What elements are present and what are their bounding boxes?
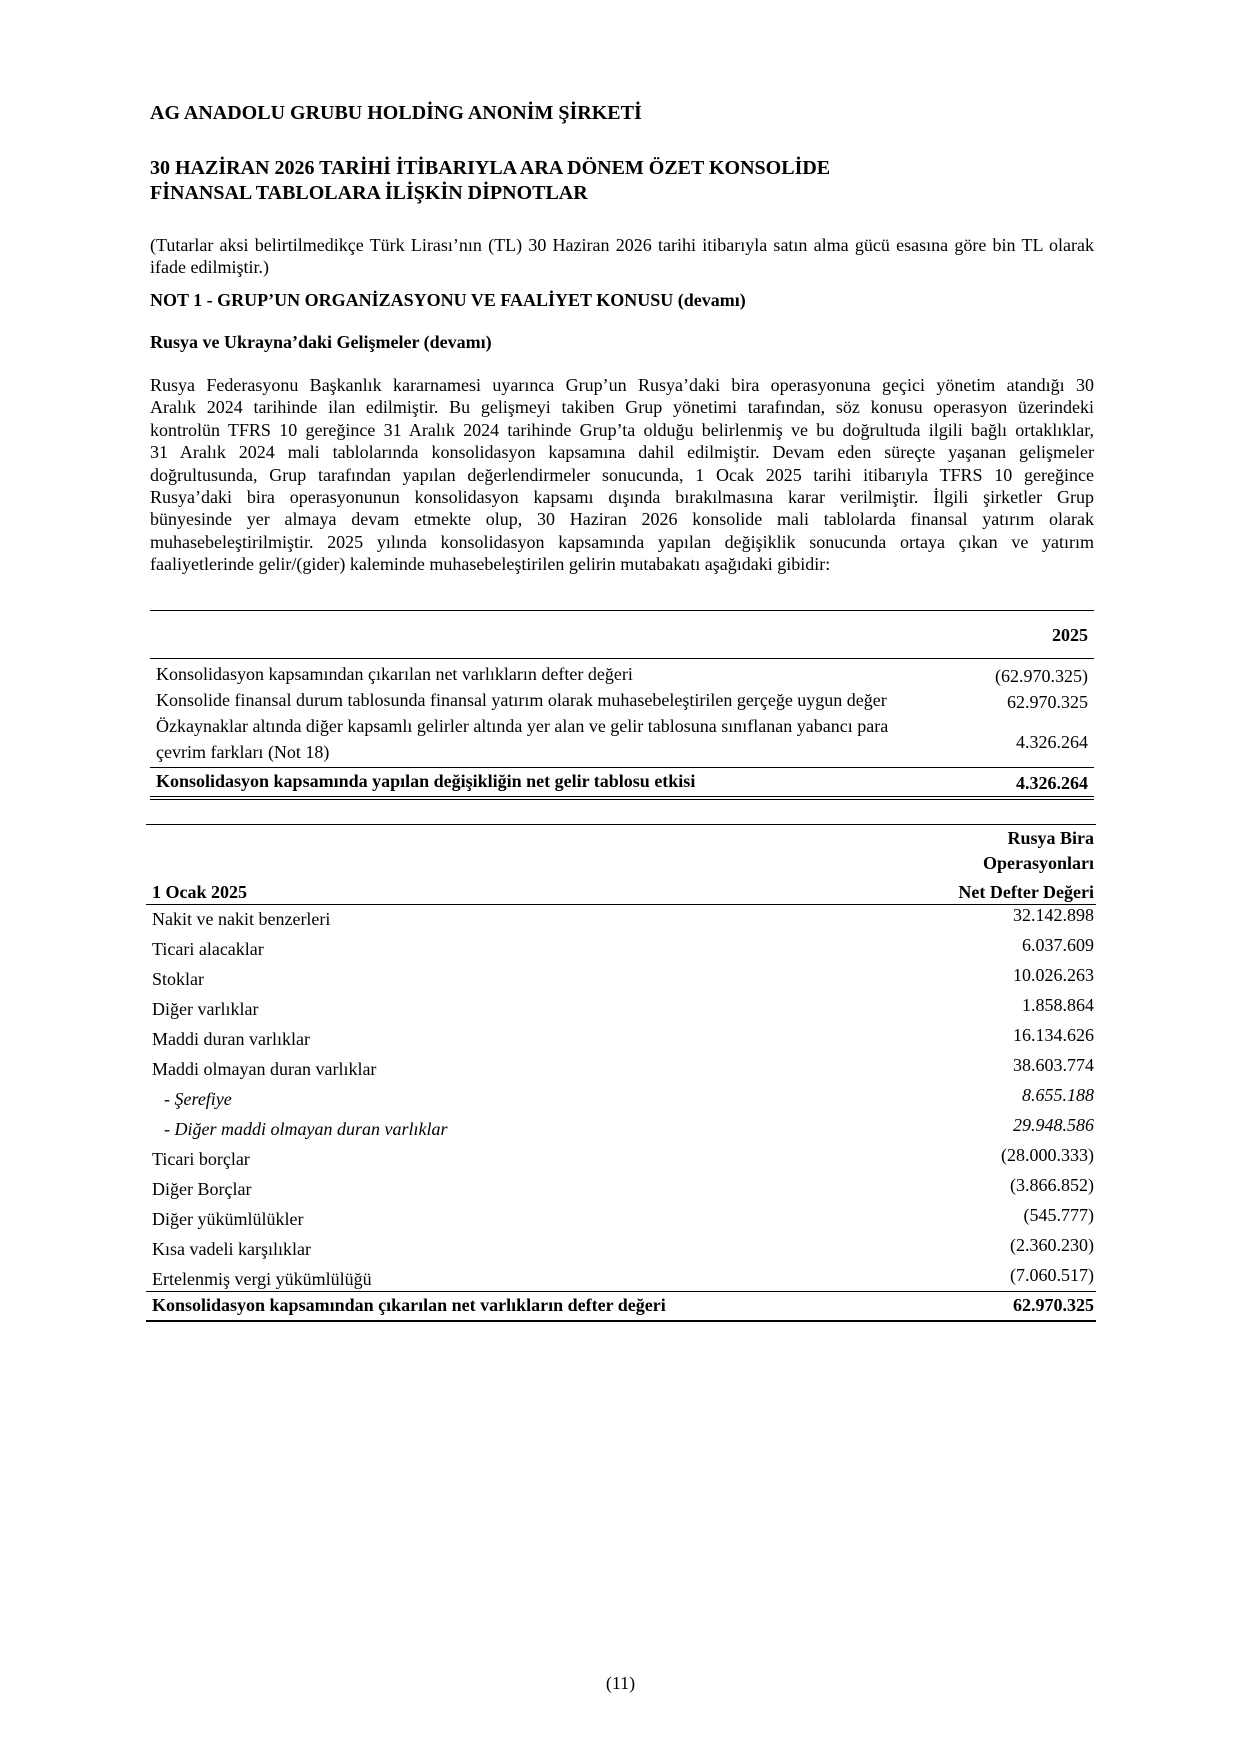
table-row-label: çevrim farkları (Not 18) xyxy=(156,742,330,762)
total-label: Konsolidasyon kapsamında yapılan değişikliğin net gelir tablosu etkisi xyxy=(156,771,696,791)
table-row-label: Ticari borçlar xyxy=(152,1149,250,1169)
table-row-value: 32.142.898 xyxy=(1013,905,1094,925)
total-rule xyxy=(146,1291,1096,1292)
table-row-label: Ertelenmiş vergi yükümlülüğü xyxy=(152,1269,372,1289)
table-row-label: Ticari alacaklar xyxy=(152,939,264,959)
table-row-label: Kısa vadeli karşılıklar xyxy=(152,1239,311,1259)
title-line-2: FİNANSAL TABLOLARA İLİŞKİN DİPNOTLAR xyxy=(150,182,588,204)
column-header-line-3: Net Defter Değeri xyxy=(958,882,1094,902)
total-label: Konsolidasyon kapsamından çıkarılan net varlıkların defter değeri xyxy=(152,1295,666,1315)
table-top-rule xyxy=(150,610,1094,611)
table-row-value: 16.134.626 xyxy=(1013,1025,1094,1045)
table-row-value: 1.858.864 xyxy=(1022,995,1094,1015)
body-paragraph xyxy=(150,374,1094,576)
table-row-value: (545.777) xyxy=(1023,1205,1094,1225)
table-row-label: Maddi duran varlıklar xyxy=(152,1029,310,1049)
table-row-label: Maddi olmayan duran varlıklar xyxy=(152,1059,377,1079)
paragraph-line: kontrolün TFRS 10 gereğince 31 Aralık 2024 tarihinde Grup’ta olduğu belirlenmiş ve bu doğrultuda ilgili bağlı ortaklıklar, xyxy=(150,419,1094,440)
title-line-1: 30 HAZİRAN 2026 TARİHİ İTİBARIYLA ARA DÖNEM ÖZET KONSOLİDE xyxy=(150,157,831,179)
table-row-label: Diğer varlıklar xyxy=(152,999,259,1019)
paragraph-line: Rusya’daki bira operasyonunun konsolidasyon kapsamı dışında bırakılmasına karar verilmiştir. İlgili şirketler Grup xyxy=(150,487,1094,508)
table-top-rule xyxy=(146,824,1096,825)
bottom-rule xyxy=(146,1320,1096,1322)
paragraph-line: faaliyetlerinde gelir/(gider) kaleminde muhasebeleştirilen gelirin mutabakatı aşağıdaki gibidir: xyxy=(150,554,831,575)
table-row-label: Konsolidasyon kapsamından çıkarılan net varlıkların defter değeri xyxy=(156,664,633,684)
table-row-value: (2.360.230) xyxy=(1010,1235,1094,1255)
table-row-value: 10.026.263 xyxy=(1013,965,1094,985)
double-rule-1 xyxy=(150,796,1094,797)
column-header-line-1: Rusya Bira xyxy=(1007,828,1094,848)
double-rule-2 xyxy=(150,799,1094,800)
total-value: 4.326.264 xyxy=(1016,773,1088,793)
paragraph-line: Aralık 2024 tarihinde ilan edilmiştir. Bu gelişmeyi takiben Grup yönetimi tarafından, söz konusu operasyon üzerindeki xyxy=(150,397,1094,418)
paragraph-line: doğrultusunda, Grup tarafından yapılan değerlendirmeler sonucunda, 1 Ocak 2025 tarihi itibarıyla TFRS 10 gereğince xyxy=(150,464,1094,485)
date-label: 1 Ocak 2025 xyxy=(152,882,248,902)
column-header-2025: 2025 xyxy=(1052,625,1088,645)
table-row-value: (62.970.325) xyxy=(995,666,1088,686)
paragraph-line: Rusya Federasyonu Başkanlık kararnamesi uyarınca Grup’un Rusya’daki bira operasyonuna geçici yönetim atandığı 30 xyxy=(150,375,1094,395)
document-title xyxy=(150,156,830,206)
company-name: AG ANADOLU GRUBU HOLDİNG ANONİM ŞİRKETİ xyxy=(150,102,642,124)
table-row-value: 8.655.188 xyxy=(1022,1085,1094,1105)
table-row-label: - Şerefiye xyxy=(164,1089,232,1109)
table-row-label: Nakit ve nakit benzerleri xyxy=(152,909,331,929)
currency-note: (Tutarlar aksi belirtilmedikçe Türk Lirası’nın (TL) 30 Haziran 2026 tarihi itibarıyla satın alma gücü esasına göre bin TL olarak ifade edilmiştir.) xyxy=(150,235,1094,277)
table-row-label: Diğer Borçlar xyxy=(152,1179,252,1199)
column-header-line-2: Operasyonları xyxy=(983,853,1094,873)
table-row-value: 6.037.609 xyxy=(1022,935,1094,955)
table-row-label: Konsolide finansal durum tablosunda finansal yatırım olarak muhasebeleştirilen gerçeğe uygun değer xyxy=(156,690,887,710)
header-rule xyxy=(146,904,926,905)
table-row-value: 4.326.264 xyxy=(1016,732,1088,752)
table-row-label: Diğer yükümlülükler xyxy=(152,1209,304,1229)
header-rule xyxy=(150,658,1094,659)
total-rule xyxy=(150,767,1094,768)
page-number: (11) xyxy=(605,1673,636,1693)
subsection-title: Rusya ve Ukrayna’daki Gelişmeler (devamı) xyxy=(150,332,492,352)
total-value: 62.970.325 xyxy=(1013,1295,1094,1315)
note-title: NOT 1 - GRUP’UN ORGANİZASYONU VE FAALİYET KONUSU (devamı) xyxy=(150,290,746,310)
table-row-label: Özkaynaklar altında diğer kapsamlı gelirler altında yer alan ve gelir tablosuna sınıflanan yabancı para xyxy=(156,716,889,736)
table-row-label: - Diğer maddi olmayan duran varlıklar xyxy=(164,1119,448,1139)
paragraph-line: bünyesinde yer almaya devam etmekte olup, 30 Haziran 2026 konsolide mali tablolarda finansal yatırım olarak xyxy=(150,509,1094,530)
table-row-value: 38.603.774 xyxy=(1013,1055,1094,1075)
table-row-value: (3.866.852) xyxy=(1010,1175,1094,1195)
table-row-value: 62.970.325 xyxy=(1007,692,1088,712)
paragraph-line: muhasebeleştirilmiştir. 2025 yılında konsolidasyon kapsamında yapılan değişiklik sonucunda ortaya çıkan ve yatırım xyxy=(150,531,1094,552)
paragraph-line: 31 Aralık 2024 mali tablolarında konsolidasyon kapsamına dahil edilmiştir. Devam eden süreçte yaşanan gelişmeler xyxy=(150,442,1094,463)
table-row-value: (28.000.333) xyxy=(1001,1145,1094,1165)
table-row-label: Stoklar xyxy=(152,969,204,989)
table-row-value: 29.948.586 xyxy=(1013,1115,1094,1135)
table-row-value: (7.060.517) xyxy=(1010,1265,1094,1285)
